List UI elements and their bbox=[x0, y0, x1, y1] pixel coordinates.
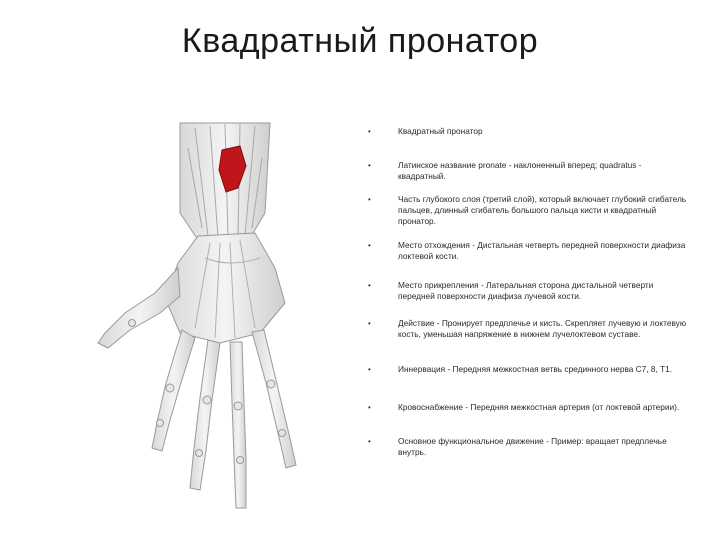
bullet-item: • Часть глубокого слоя (третий слой), который включает глубокий сгибатель пальцев, длинный сгибатель большого пальца кисти и квадратный пронатор. bbox=[368, 194, 687, 226]
slide-title: Квадратный пронатор bbox=[181, 22, 539, 60]
bullet-item: • Основное функциональное движение - Пример: вращает предплечье внутрь. bbox=[368, 436, 667, 457]
thumb-shape bbox=[98, 268, 180, 348]
bullet-item: • Латинское название pronate - наклоненный вперед; quadratus - квадратный. bbox=[368, 160, 642, 181]
forearm-hand-anatomy-icon bbox=[70, 118, 370, 533]
fingers bbox=[152, 330, 296, 508]
bullet-item: • Место отхождения - Дистальная четверть передней поверхности диафиза локтевой кости. bbox=[368, 240, 686, 261]
palm-shape bbox=[165, 233, 285, 343]
bullet-item: • Место прикрепления - Латеральная сторона дистальной четверти передней поверхности диафиза лучевой кости. bbox=[368, 280, 654, 301]
bullet-list bbox=[368, 126, 690, 466]
bullet-item: • Квадратный пронатор bbox=[368, 126, 483, 136]
bullet-item: • Действие - Пронирует предплечье и кисть. Скрепляет лучевую и локтевую кость, уменьшая напряжение в нижнем лучелоктевом суставе. bbox=[368, 318, 687, 339]
bullet-item: • Иннервация - Передняя межкостная ветвь срединного нерва С7, 8, Т1. bbox=[368, 364, 673, 374]
bullet-item: • Кровоснабжение - Передняя межкостная артерия (от локтевой артерии). bbox=[368, 402, 680, 412]
hand-anatomy-illustration bbox=[70, 118, 370, 533]
